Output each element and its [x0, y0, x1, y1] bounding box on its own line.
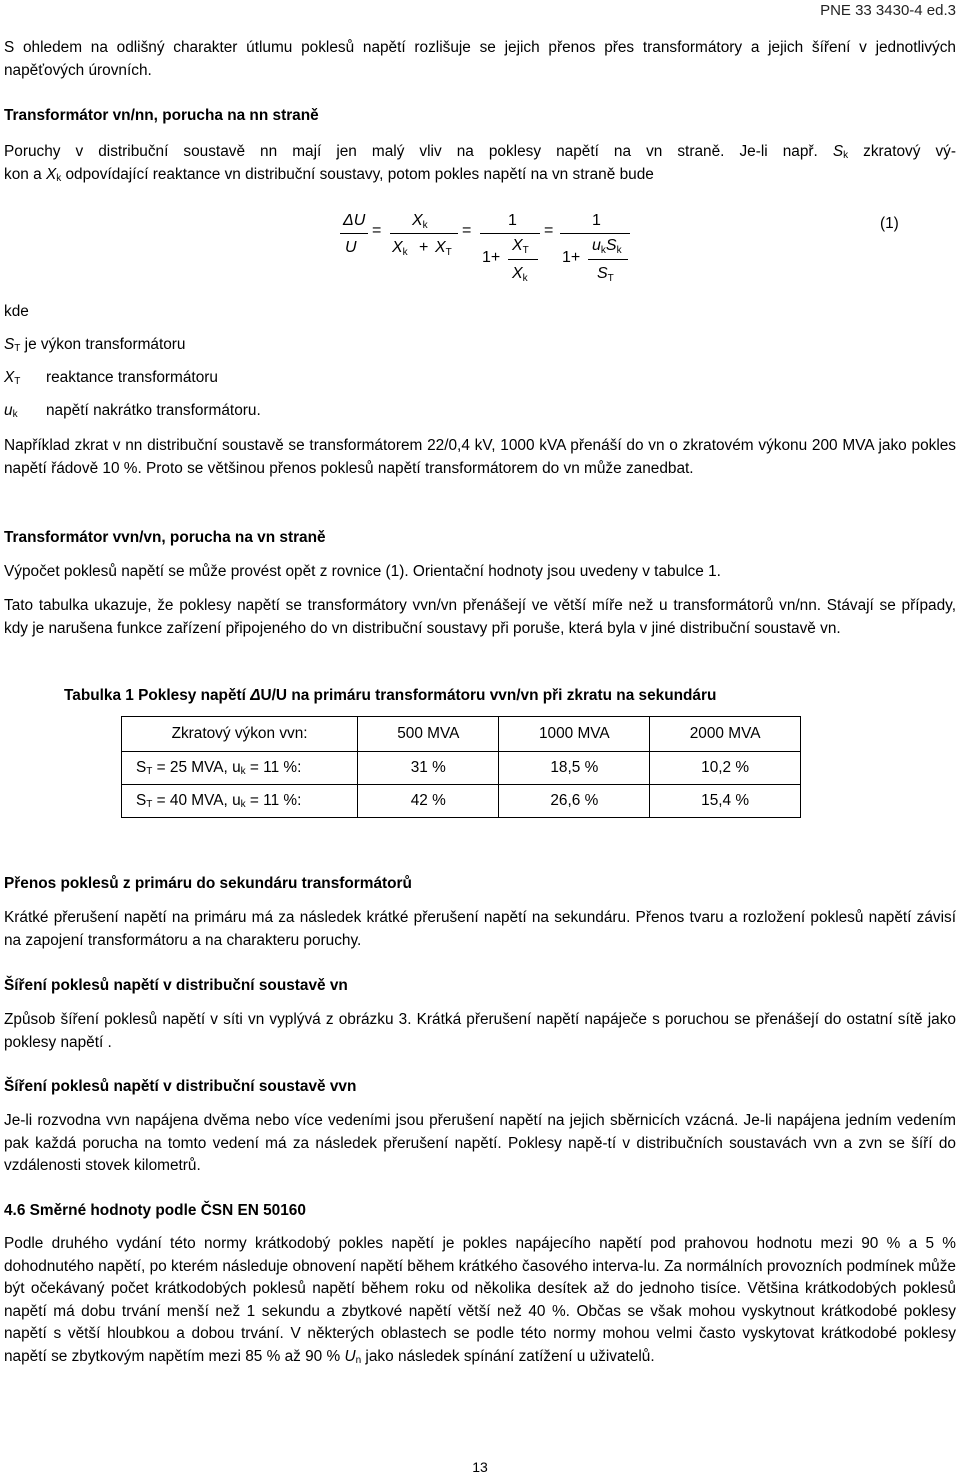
- formula-xk-den: Xk: [392, 239, 408, 258]
- paragraph-en50160: Podle druhého vydání této normy krátkodobý pokles napětí je pokles napájecího napětí pod prahovou hodnotu mezi 90 % a 5 % dohodnutého napětí, po kterém následuje obnovení napětí během krátkého časového interva-lu. Za normálních provozních podmínek může být očekávaný počet krátkodobých poklesů napětí během roku od několika desítek až do jednoho tisíce. Většina krátkodobých poklesů napětí má dobu trvání menší než 1 sekundu a zbytkové napětí větší než 40 %. Občas se však mohou vyskytnout krátkodobé poklesy napětí s větší hloubkou a dobou trvání. V některých oblastech se podle této normy mohou velmi často vyskytovat krátkodobé poklesy napětí se zbytkovým napětím mezi 85 % až 90 % $U_n$ jako následek spínání zatížení u uživatelů.: [4, 1235, 956, 1366]
- formula-uk-sk: ukSk: [592, 237, 622, 256]
- table-row: [122, 752, 801, 785]
- table-cell: 15,4 %: [650, 785, 801, 818]
- definition-uk: $u_k$: [4, 402, 18, 420]
- heading-section-4-6: 4.6 Směrné hodnoty podle ČSN EN 50160: [4, 1202, 306, 1219]
- formula-fraction-bar: [508, 259, 538, 260]
- table-header-cell: 500 MVA: [358, 717, 499, 752]
- voltage-dip-table: [121, 716, 801, 818]
- table-row: [122, 785, 801, 818]
- formula-equals: =: [372, 222, 382, 239]
- formula-equals: =: [544, 222, 554, 239]
- definition-xt: $X_T$: [4, 369, 21, 387]
- table-cell: 18,5 %: [499, 752, 650, 785]
- table-header-cell: 1000 MVA: [499, 717, 650, 752]
- table-cell: 31 %: [358, 752, 499, 785]
- label-kde: kde: [4, 303, 29, 320]
- formula-number: (1): [880, 215, 899, 232]
- formula-one: 1: [508, 212, 517, 229]
- formula-fraction-bar: [480, 233, 540, 234]
- formula-xk: Xk: [512, 265, 528, 284]
- table-header-cell: 2000 MVA: [650, 717, 801, 752]
- table-caption: Tabulka 1 Poklesy napětí ΔU/U na primáru transformátoru vvn/vn při zkratu na sekundáru: [64, 687, 717, 704]
- formula-one-plus: 1+: [482, 249, 501, 266]
- paragraph-intro: S ohledem na odlišný charakter útlumu poklesů napětí rozlišuje se jejich přenos přes transformátory a jejich šíření v jednotlivých napěťových úrovních.: [4, 39, 956, 79]
- paragraph-calculation: Výpočet poklesů napětí se může provést opět z rovnice (1). Orientační hodnoty jsou uvedeny v tabulce 1.: [4, 563, 721, 580]
- table-header-row: [122, 717, 801, 752]
- paragraph-nn-faults-line1: Poruchy v distribuční soustavě nn mají jen malý vliv na poklesy napětí na vn straně. Je-li např. $S_k$ zkratový vý-: [4, 143, 956, 161]
- paragraph-nn-faults-line2: kon a $X_k$ odpovídající reaktance vn distribuční soustavy, potom pokles napětí na vn straně bude: [4, 165, 654, 184]
- formula-equals: =: [462, 222, 472, 239]
- heading-propagation-vn: Šíření poklesů napětí v distribuční soustavě vn: [4, 977, 348, 994]
- paragraph-example: Například zkrat v nn distribuční soustavě se transformátorem 22/0,4 kV, 1000 kVA přenáší do vn o zkratovém výkonu 200 MVA jako pokles napětí řádově 10 %. Proto se většinou přenos poklesů napětí transformátorem do vn může zanedbat.: [4, 437, 956, 477]
- formula-one-plus: 1+: [562, 249, 581, 266]
- table-cell: 42 %: [358, 785, 499, 818]
- formula-fraction-bar: [390, 233, 458, 234]
- table-row-label: $S_T = 25$ MVA, $u_k = 11$ %:: [122, 752, 358, 785]
- definition-uk-text: napětí nakrátko transformátoru.: [46, 402, 261, 419]
- formula-st: ST: [597, 265, 614, 284]
- heading-primary-secondary: Přenos poklesů z primáru do sekundáru transformátorů: [4, 875, 412, 892]
- formula-xt-den: XT: [435, 239, 452, 258]
- formula-1: [0, 0, 960, 300]
- table-cell: 26,6 %: [499, 785, 650, 818]
- formula-xt: XT: [512, 237, 529, 256]
- formula-fraction-bar: [588, 259, 628, 260]
- table-cell: 10,2 %: [650, 752, 801, 785]
- table-row-label: $S_T = 40$ MVA, $u_k = 11$ %:: [122, 785, 358, 818]
- paragraph-propagation-vvn: Je-li rozvodna vvn napájena dvěma nebo více vedeními jsou přerušení napětí na jejich sběrnicích vzácná. Je-li napájena jedním vedením pak každá porucha na tomto vedení má za následek přerušení napětí. Poklesy napě-tí v distribučních soustavách vvn a zvn se šíří do vzdálenosti stovek kilometrů.: [4, 1112, 956, 1174]
- formula-fraction-bar: [560, 233, 630, 234]
- formula-u: U: [345, 239, 357, 256]
- formula-xk-num: Xk: [412, 212, 428, 231]
- document-id-header: PNE 33 3430-4 ed.3: [820, 2, 956, 19]
- heading-transformer-vn-nn: Transformátor vn/nn, porucha na nn straně: [4, 107, 319, 124]
- formula-plus: +: [419, 239, 429, 256]
- formula-one: 1: [592, 212, 601, 229]
- paragraph-transfer: Krátké přerušení napětí na primáru má za následek krátké přerušení napětí na sekundáru. Přenos tvaru a rozložení poklesů napětí závisí na zapojení transformátoru a na charakteru poruchy.: [4, 909, 956, 949]
- formula-fraction-bar: [340, 233, 368, 234]
- heading-propagation-vvn: Šíření poklesů napětí v distribuční soustavě vvn: [4, 1078, 357, 1095]
- page-number: 13: [472, 1459, 488, 1475]
- formula-delta-u: ΔU: [343, 212, 366, 229]
- table-header-cell: Zkratový výkon vvn:: [122, 717, 358, 752]
- paragraph-propagation-vn: Způsob šíření poklesů napětí v síti vn vyplývá z obrázku 3. Krátká přerušení napětí napáječe s poruchou se přenášejí do ostatní sítě jako poklesy napětí .: [4, 1011, 956, 1051]
- heading-transformer-vvn-vn: Transformátor vvn/vn, porucha na vn straně: [4, 529, 326, 546]
- definition-st: $S_T$ je výkon transformátoru: [4, 336, 186, 354]
- paragraph-table-note: Tato tabulka ukazuje, že poklesy napětí se transformátory vvn/vn přenášejí ve větší míře než u transformátorů vn/nn. Stávají se případy, kdy je narušena funkce zařízení připojeného do vn distribuční soustavy při poruše, která byla v jiné distribuční soustavě vn.: [4, 597, 956, 637]
- definition-xt-text: reaktance transformátoru: [46, 369, 218, 386]
